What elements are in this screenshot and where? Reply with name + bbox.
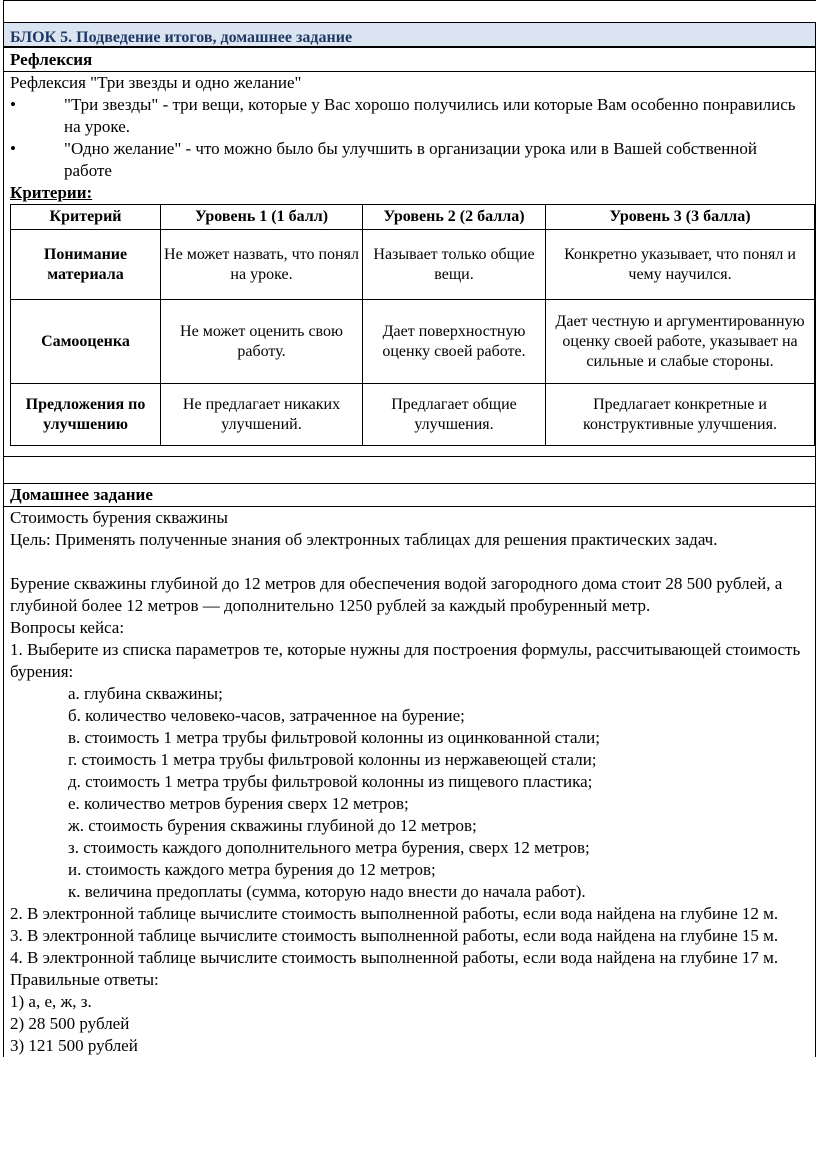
level-cell: Предлагает конкретные и конструктивные улучшения. [546,384,815,446]
criteria-header-row [11,205,815,230]
level-cell: Не может оценить свою работу. [161,300,363,384]
level-cell: Дает честную и аргументированную оценку своей работе, указывает на сильные и слабые стороны. [546,300,815,384]
level-cell: Конкретно указывает, что понял и чему научился. [546,230,815,300]
answer-item: 1) а, е, ж, з. [10,992,92,1011]
blank-line [4,551,815,573]
table-row [11,384,815,446]
document-page [3,0,816,1057]
level-cell: Не может назвать, что понял на уроке. [161,230,363,300]
question-1: 1. Выберите из списка параметров те, которые нужны для построения формулы, рассчитывающей стоимость бурения: [10,640,801,681]
level-cell: Не предлагает никаких улучшений. [161,384,363,446]
option-item: з. стоимость каждого дополнительного метра бурения, сверх 12 метров; [68,838,590,857]
answer-item: 2) 28 500 рублей [10,1014,130,1033]
option-item: в. стоимость 1 метра трубы фильтровой колонны из оцинкованной стали; [68,728,600,747]
option-item: д. стоимость 1 метра трубы фильтровой колонны из пищевого пластика; [68,772,593,791]
bullet-text: "Три звезды" - три вещи, которые у Вас хорошо получились или которые Вам особенно понравились на уроке. [64,95,796,136]
reflection-section [3,47,816,1057]
table-row [11,230,815,300]
criteria-label: Критерии: [10,183,93,202]
block-title: БЛОК 5. Подведение итогов, домашнее задание [10,29,353,46]
option-item: и. стоимость каждого метра бурения до 12 метров; [68,860,436,879]
reflection-title: Рефлексия [4,47,815,71]
option-item: б. количество человеко-часов, затраченное на бурение; [68,706,465,725]
level-cell: Предлагает общие улучшения. [363,384,546,446]
option-item: е. количество метров бурения сверх 12 метров; [68,794,409,813]
option-item: а. глубина скважины; [68,684,223,703]
criterion-cell: Понимание материала [11,230,161,300]
homework-goal: Цель: Применять полученные знания об электронных таблицах для решения практических задач. [10,530,718,549]
header-cell: Уровень 1 (1 балл) [161,205,363,230]
answer-item: 3) 121 500 рублей [10,1036,138,1055]
question-2: 2. В электронной таблице вычислите стоимость выполненной работы, если вода найдена на глубине 12 м. [10,904,779,923]
reflection-bullet [4,138,815,182]
question-3: 3. В электронной таблице вычислите стоимость выполненной работы, если вода найдена на глубине 15 м. [10,926,779,945]
criterion-cell: Самооценка [11,300,161,384]
bullet-mark: • [10,139,16,158]
top-spacer-row [3,0,816,22]
block-header [3,22,816,47]
criteria-table [10,204,815,446]
header-cell: Уровень 3 (3 балла) [546,205,815,230]
questions-label: Вопросы кейса: [10,618,125,637]
option-item: г. стоимость 1 метра трубы фильтровой колонны из нержавеющей стали; [68,750,597,769]
spacer-row [4,456,815,483]
homework-task: Бурение скважины глубиной до 12 метров для обеспечения водой загородного дома стоит 28 500 рублей, а глубиной более 12 метров — дополнительно 1250 рублей за каждый пробуренный метр. [10,574,783,615]
header-cell: Уровень 2 (2 балла) [363,205,546,230]
reflection-bullet [4,94,815,138]
option-item: к. величина предоплаты (сумма, которую надо внести до начала работ). [68,882,586,901]
homework-title: Домашнее задание [4,483,815,506]
homework-subtitle: Стоимость бурения скважины [4,506,815,529]
bullet-mark: • [10,95,16,114]
reflection-intro: Рефлексия "Три звезды и одно желание" [4,71,815,94]
bullet-text: "Одно желание" - что можно было бы улучшить в организации урока или в Вашей собственной работе [64,139,757,180]
level-cell: Дает поверхностную оценку своей работе. [363,300,546,384]
header-cell: Критерий [11,205,161,230]
answers-label: Правильные ответы: [10,970,159,989]
table-row [11,300,815,384]
criterion-cell: Предложения по улучшению [11,384,161,446]
level-cell: Называет только общие вещи. [363,230,546,300]
option-item: ж. стоимость бурения скважины глубиной до 12 метров; [68,816,477,835]
question-4: 4. В электронной таблице вычислите стоимость выполненной работы, если вода найдена на глубине 17 м. [10,948,779,967]
